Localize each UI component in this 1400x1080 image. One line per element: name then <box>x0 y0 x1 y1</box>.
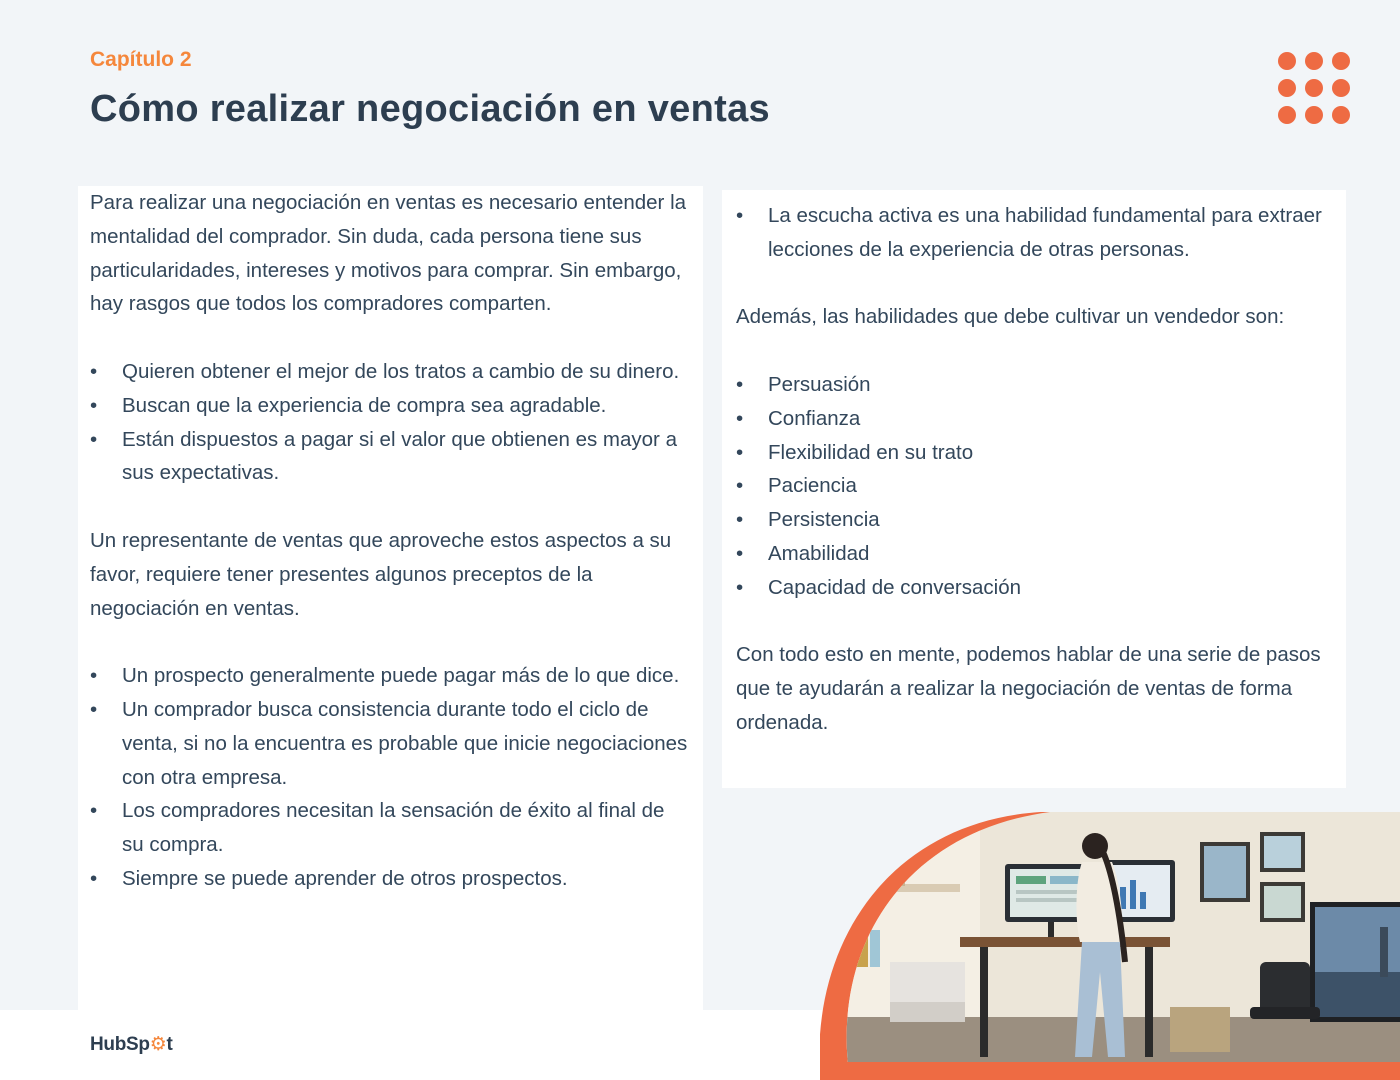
list-item: • Persuasión <box>736 368 1332 402</box>
page-title: Cómo realizar negociación en ventas <box>90 88 770 130</box>
closing-paragraph: Con todo esto en mente, podemos hablar de una serie de pasos que te ayudarán a realizar la negociación de ventas de forma ordenada. <box>736 643 1321 734</box>
list-item: • Capacidad de conversación <box>736 571 1332 605</box>
skills-list <box>736 368 1332 605</box>
list-item: • Están dispuestos a pagar si el valor que obtienen es mayor a sus expectativas. <box>90 423 691 491</box>
right-column <box>722 190 1346 788</box>
hubspot-logo <box>90 1033 172 1056</box>
list-item: • Confianza <box>736 402 1332 436</box>
precepts-list <box>90 659 691 896</box>
middle-paragraph: Un representante de ventas que aproveche estos aspectos a su favor, requiere tener presentes algunos preceptos de la negociación en ventas. <box>90 528 672 620</box>
list-item: • Un comprador busca consistencia durante todo el ciclo de venta, si no la encuentra es probable que inicie negociaciones con otra empresa. <box>90 693 691 794</box>
list-item: • Un prospecto generalmente puede pagar más de lo que dice. <box>90 659 691 693</box>
dot-grid-icon <box>1278 52 1358 128</box>
logo-text-end: t <box>166 1034 173 1055</box>
list-item: • Paciencia <box>736 469 1332 503</box>
left-column <box>78 186 703 1012</box>
listening-list <box>736 199 1332 267</box>
chapter-label: Capítulo 2 <box>90 48 192 71</box>
office-photo <box>820 812 1400 1080</box>
list-item: • Flexibilidad en su trato <box>736 436 1332 470</box>
skills-intro-paragraph: Además, las habilidades que debe cultivar un vendedor son: <box>736 305 1285 329</box>
list-item: • Quieren obtener el mejor de los tratos a cambio de su dinero. <box>90 355 691 389</box>
logo-text: HubSp <box>90 1034 150 1055</box>
list-item: • Amabilidad <box>736 537 1332 571</box>
list-item: • Persistencia <box>736 503 1332 537</box>
list-item: • Buscan que la experiencia de compra sea agradable. <box>90 389 691 423</box>
buyer-traits-list <box>90 355 691 490</box>
intro-paragraph: Para realizar una negociación en ventas es necesario entender la mentalidad del comprador. Sin duda, cada persona tiene sus particularidades, intereses y motivos para comprar. Sin embargo, hay rasgos que todos los compradores comparten. <box>90 191 687 316</box>
sprocket-icon: ⚙ <box>149 1034 167 1055</box>
list-item: • La escucha activa es una habilidad fundamental para extraer lecciones de la experiencia de otras personas. <box>736 199 1332 267</box>
list-item: • Los compradores necesitan la sensación de éxito al final de su compra. <box>90 794 691 862</box>
list-item: • Siempre se puede aprender de otros prospectos. <box>90 862 691 896</box>
